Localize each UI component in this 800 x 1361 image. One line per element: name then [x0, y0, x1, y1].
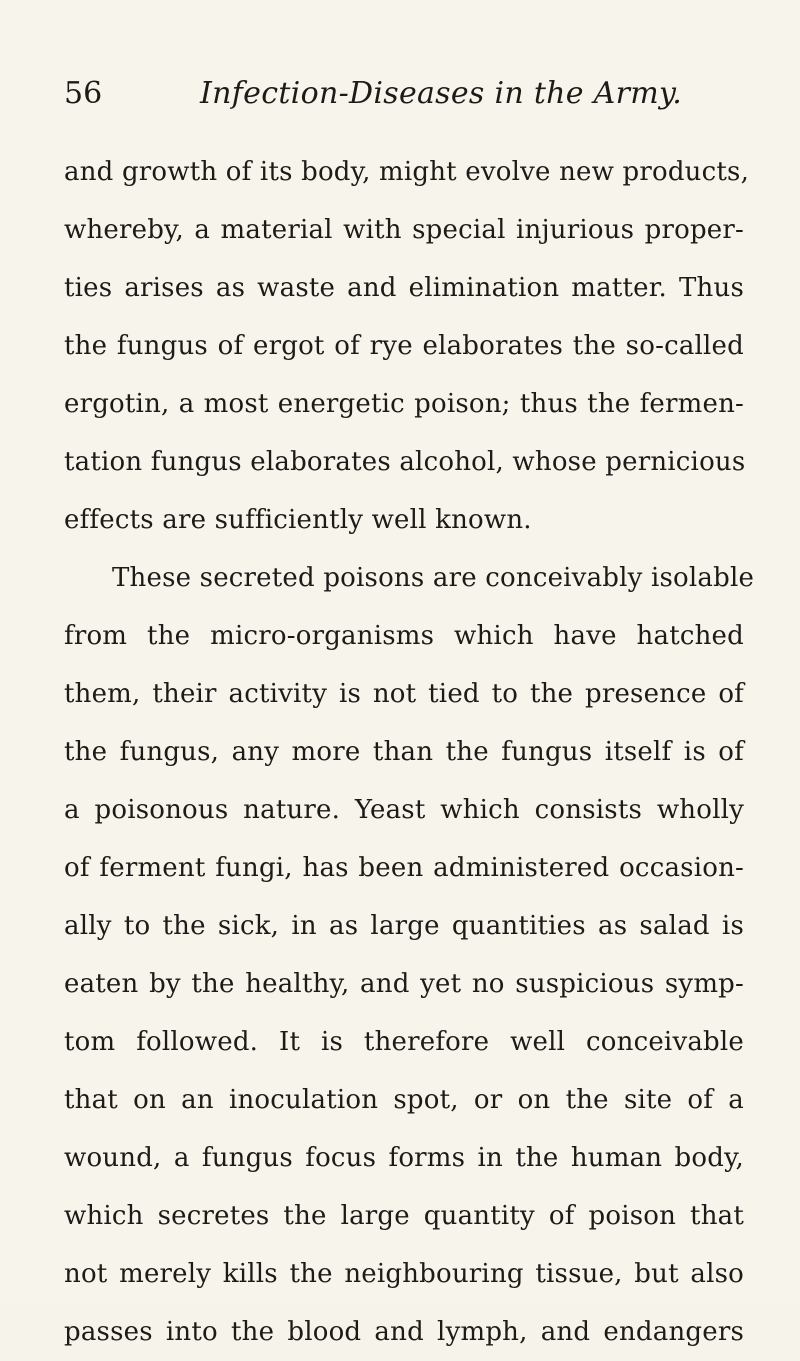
text-line: tation fungus elaborates alcohol, whose pernicious	[64, 447, 746, 477]
text-line: ergotin, a most energetic poison; thus the fermen-	[64, 389, 744, 419]
page-number: 56	[64, 76, 103, 111]
text-line: tom followed. It is therefore well conceivable	[64, 1027, 744, 1057]
text-line: the fungus of ergot of rye elaborates the so-called	[64, 331, 744, 361]
text-line: eaten by the healthy, and yet no suspicious symp-	[64, 969, 744, 999]
text-line: whereby, a material with special injurious proper-	[64, 215, 744, 245]
text-line: from the micro-organisms which have hatched	[64, 621, 744, 651]
text-line: which secretes the large quantity of poison that	[64, 1201, 744, 1231]
text-line: ties arises as waste and elimination matter. Thus	[64, 273, 744, 303]
text-line: These secreted poisons are conceivably isolable	[112, 563, 755, 593]
running-title: Infection-Diseases in the Army.	[200, 76, 683, 111]
text-line: and growth of its body, might evolve new products,	[64, 157, 750, 187]
text-line: the fungus, any more than the fungus itself is of	[64, 737, 744, 767]
text-line: them, their activity is not tied to the presence of	[64, 679, 744, 709]
page-header	[64, 74, 744, 120]
text-line: that on an inoculation spot, or on the site of a	[64, 1085, 744, 1115]
text-line: effects are sufficiently well known.	[64, 505, 532, 535]
text-line: wound, a fungus focus forms in the human body,	[64, 1143, 744, 1173]
text-line: ally to the sick, in as large quantities as salad is	[64, 911, 744, 941]
text-line: passes into the blood and lymph, and endangers	[64, 1317, 744, 1347]
body-text	[64, 143, 755, 1361]
text-line: a poisonous nature. Yeast which consists wholly	[64, 795, 744, 825]
text-line: of ferment fungi, has been administered occasion-	[64, 853, 744, 883]
text-line: not merely kills the neighbouring tissue, but also	[64, 1259, 744, 1289]
